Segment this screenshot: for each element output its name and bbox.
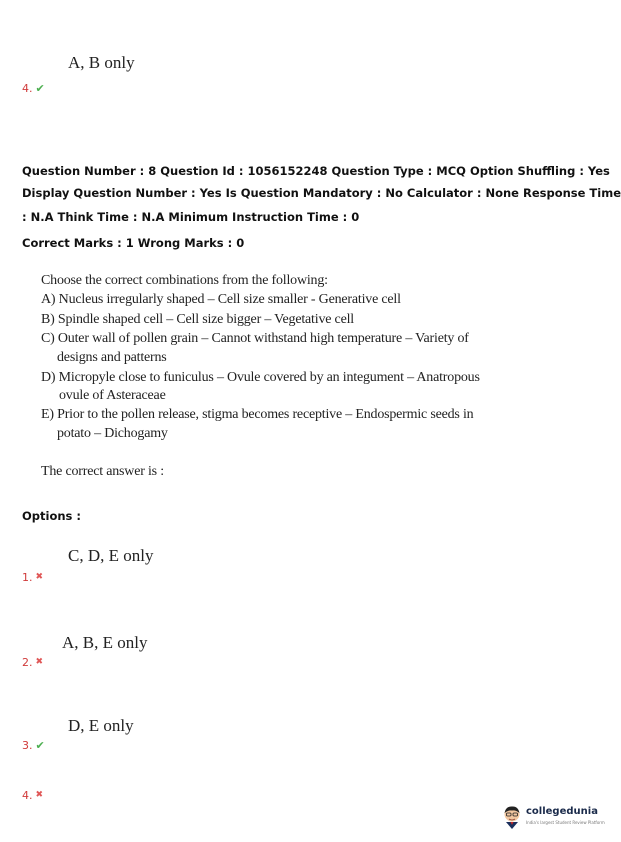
question-meta-line-1: Question Number : 8 Question Id : 1056152248 Question Type : MCQ Option Shuffling : Yes <box>22 164 610 178</box>
option-2-number: 2. ✖ <box>22 656 44 669</box>
option-3-text: D, E only <box>68 716 134 735</box>
option-4-number: 4. ✖ <box>22 789 44 802</box>
option-1-text: C, D, E only <box>68 546 154 565</box>
question-line: potato – Dichogamy <box>57 426 168 441</box>
option-3-number: 3. ✔ <box>22 739 45 752</box>
question-prompt: The correct answer is : <box>41 464 164 479</box>
question-line: designs and patterns <box>57 350 167 365</box>
options-label: Options : <box>22 509 81 523</box>
question-line: ovule of Asteraceae <box>59 388 166 403</box>
check-icon: ✔ <box>35 82 45 95</box>
option-number: 4. <box>22 82 33 95</box>
question-line: D) Micropyle close to funiculus – Ovule covered by an integument – Anatropous <box>41 370 480 385</box>
question-line: A) Nucleus irregularly shaped – Cell size smaller - Generative cell <box>41 292 401 307</box>
question-line: E) Prior to the pollen release, stigma becomes receptive – Endospermic seeds in <box>41 407 474 422</box>
option-2-text: A, B, E only <box>62 633 148 652</box>
prev-option-text: A, B only <box>68 53 135 72</box>
prev-option-number <box>22 82 45 95</box>
logo-mascot-icon <box>502 805 522 829</box>
check-icon: ✔ <box>35 739 45 752</box>
question-line: B) Spindle shaped cell – Cell size bigger – Vegetative cell <box>41 312 354 327</box>
question-meta-line-2: Display Question Number : Yes Is Question Mandatory : No Calculator : None Response Time <box>22 186 621 200</box>
cross-icon: ✖ <box>35 572 44 582</box>
option-1-number: 1. ✖ <box>22 571 44 584</box>
question-intro: Choose the correct combinations from the following: <box>41 273 328 288</box>
question-meta-line-3: : N.A Think Time : N.A Minimum Instruction Time : 0 <box>22 210 360 224</box>
marks-info: Correct Marks : 1 Wrong Marks : 0 <box>22 236 245 250</box>
logo-tagline: India's largest Student Review Platform <box>526 820 605 825</box>
collegedunia-logo <box>500 803 605 833</box>
cross-icon: ✖ <box>35 657 44 667</box>
question-line: C) Outer wall of pollen grain – Cannot withstand high temperature – Variety of <box>41 331 469 346</box>
logo-name: collegedunia <box>526 806 598 817</box>
cross-icon: ✖ <box>35 790 44 800</box>
